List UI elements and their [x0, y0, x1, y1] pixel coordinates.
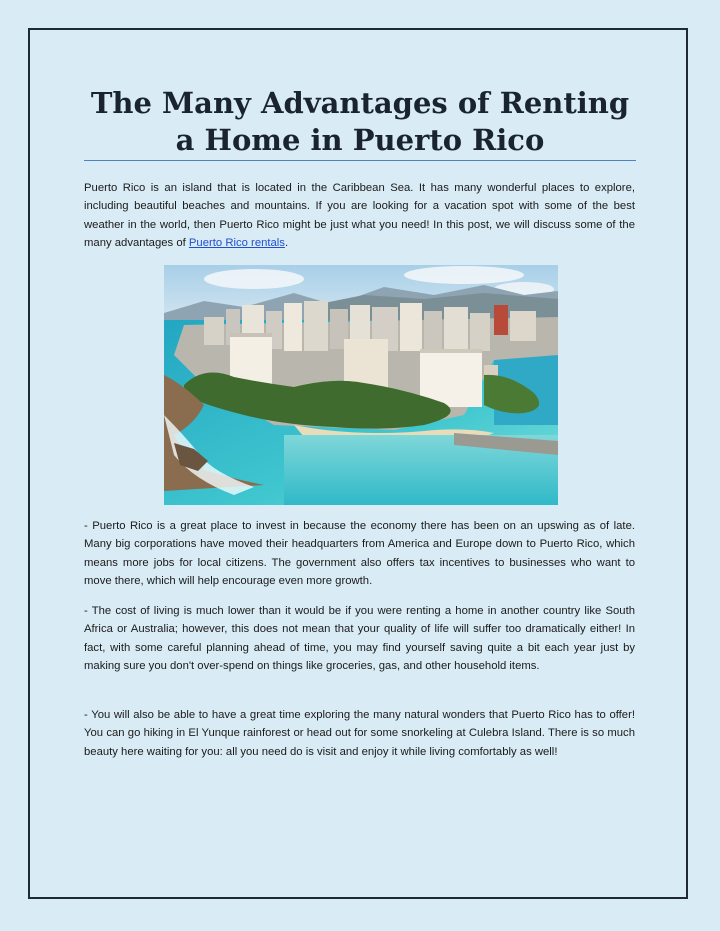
cloud — [404, 266, 524, 284]
intro-paragraph — [84, 179, 635, 252]
cloud — [204, 269, 304, 289]
puerto-rico-rentals-link[interactable]: Puerto Rico rentals — [188, 236, 285, 249]
intro-text-end: . — [284, 236, 289, 249]
intro-text: Puerto Rico is an island that is located in the Caribbean Sea. It has many wonderful places to explore, including beautiful beaches and mountains. If you are looking for a vacation spot with some of the best weather in the world, then Puerto Rico might be just what you need! In this post, we will discuss some of the many advantages of — [84, 182, 635, 249]
document-title: The Many Advantages of Renting a Home in Puerto Rico — [90, 86, 630, 157]
coastal-city-photo — [164, 265, 558, 505]
body-paragraph-economy: - Puerto Rico is a great place to invest in because the economy there has been on an upswing as of late. Many big corporations have moved their headquarters from America and Europe down to Puerto Rico, which means more jobs for local citizens. The government also offers tax incentives to businesses who want to move there, which will help encourage even more growth. — [84, 520, 635, 587]
body-paragraph-cost-of-living: - The cost of living is much lower than it would be if you were renting a home in another country like South Africa or Australia; however, this does not mean that your quality of life will suffer too dramatically either! In fact, with some careful planning ahead of time, you may find yourself saving quite a bit each year just by making sure you don't over-spend on things like groceries, gas, and other household items. — [84, 605, 635, 672]
body-paragraph-natural-wonders: - You will also be able to have a great time exploring the many natural wonders that Puerto Rico has to offer! You can go hiking in El Yunque rainforest or head out for some snorkeling at Culebra Island. There is so much beauty here waiting for you: all you need do is visit and enjoy it while living comfortably as well! — [84, 709, 635, 758]
title-underline-rule — [84, 160, 636, 161]
